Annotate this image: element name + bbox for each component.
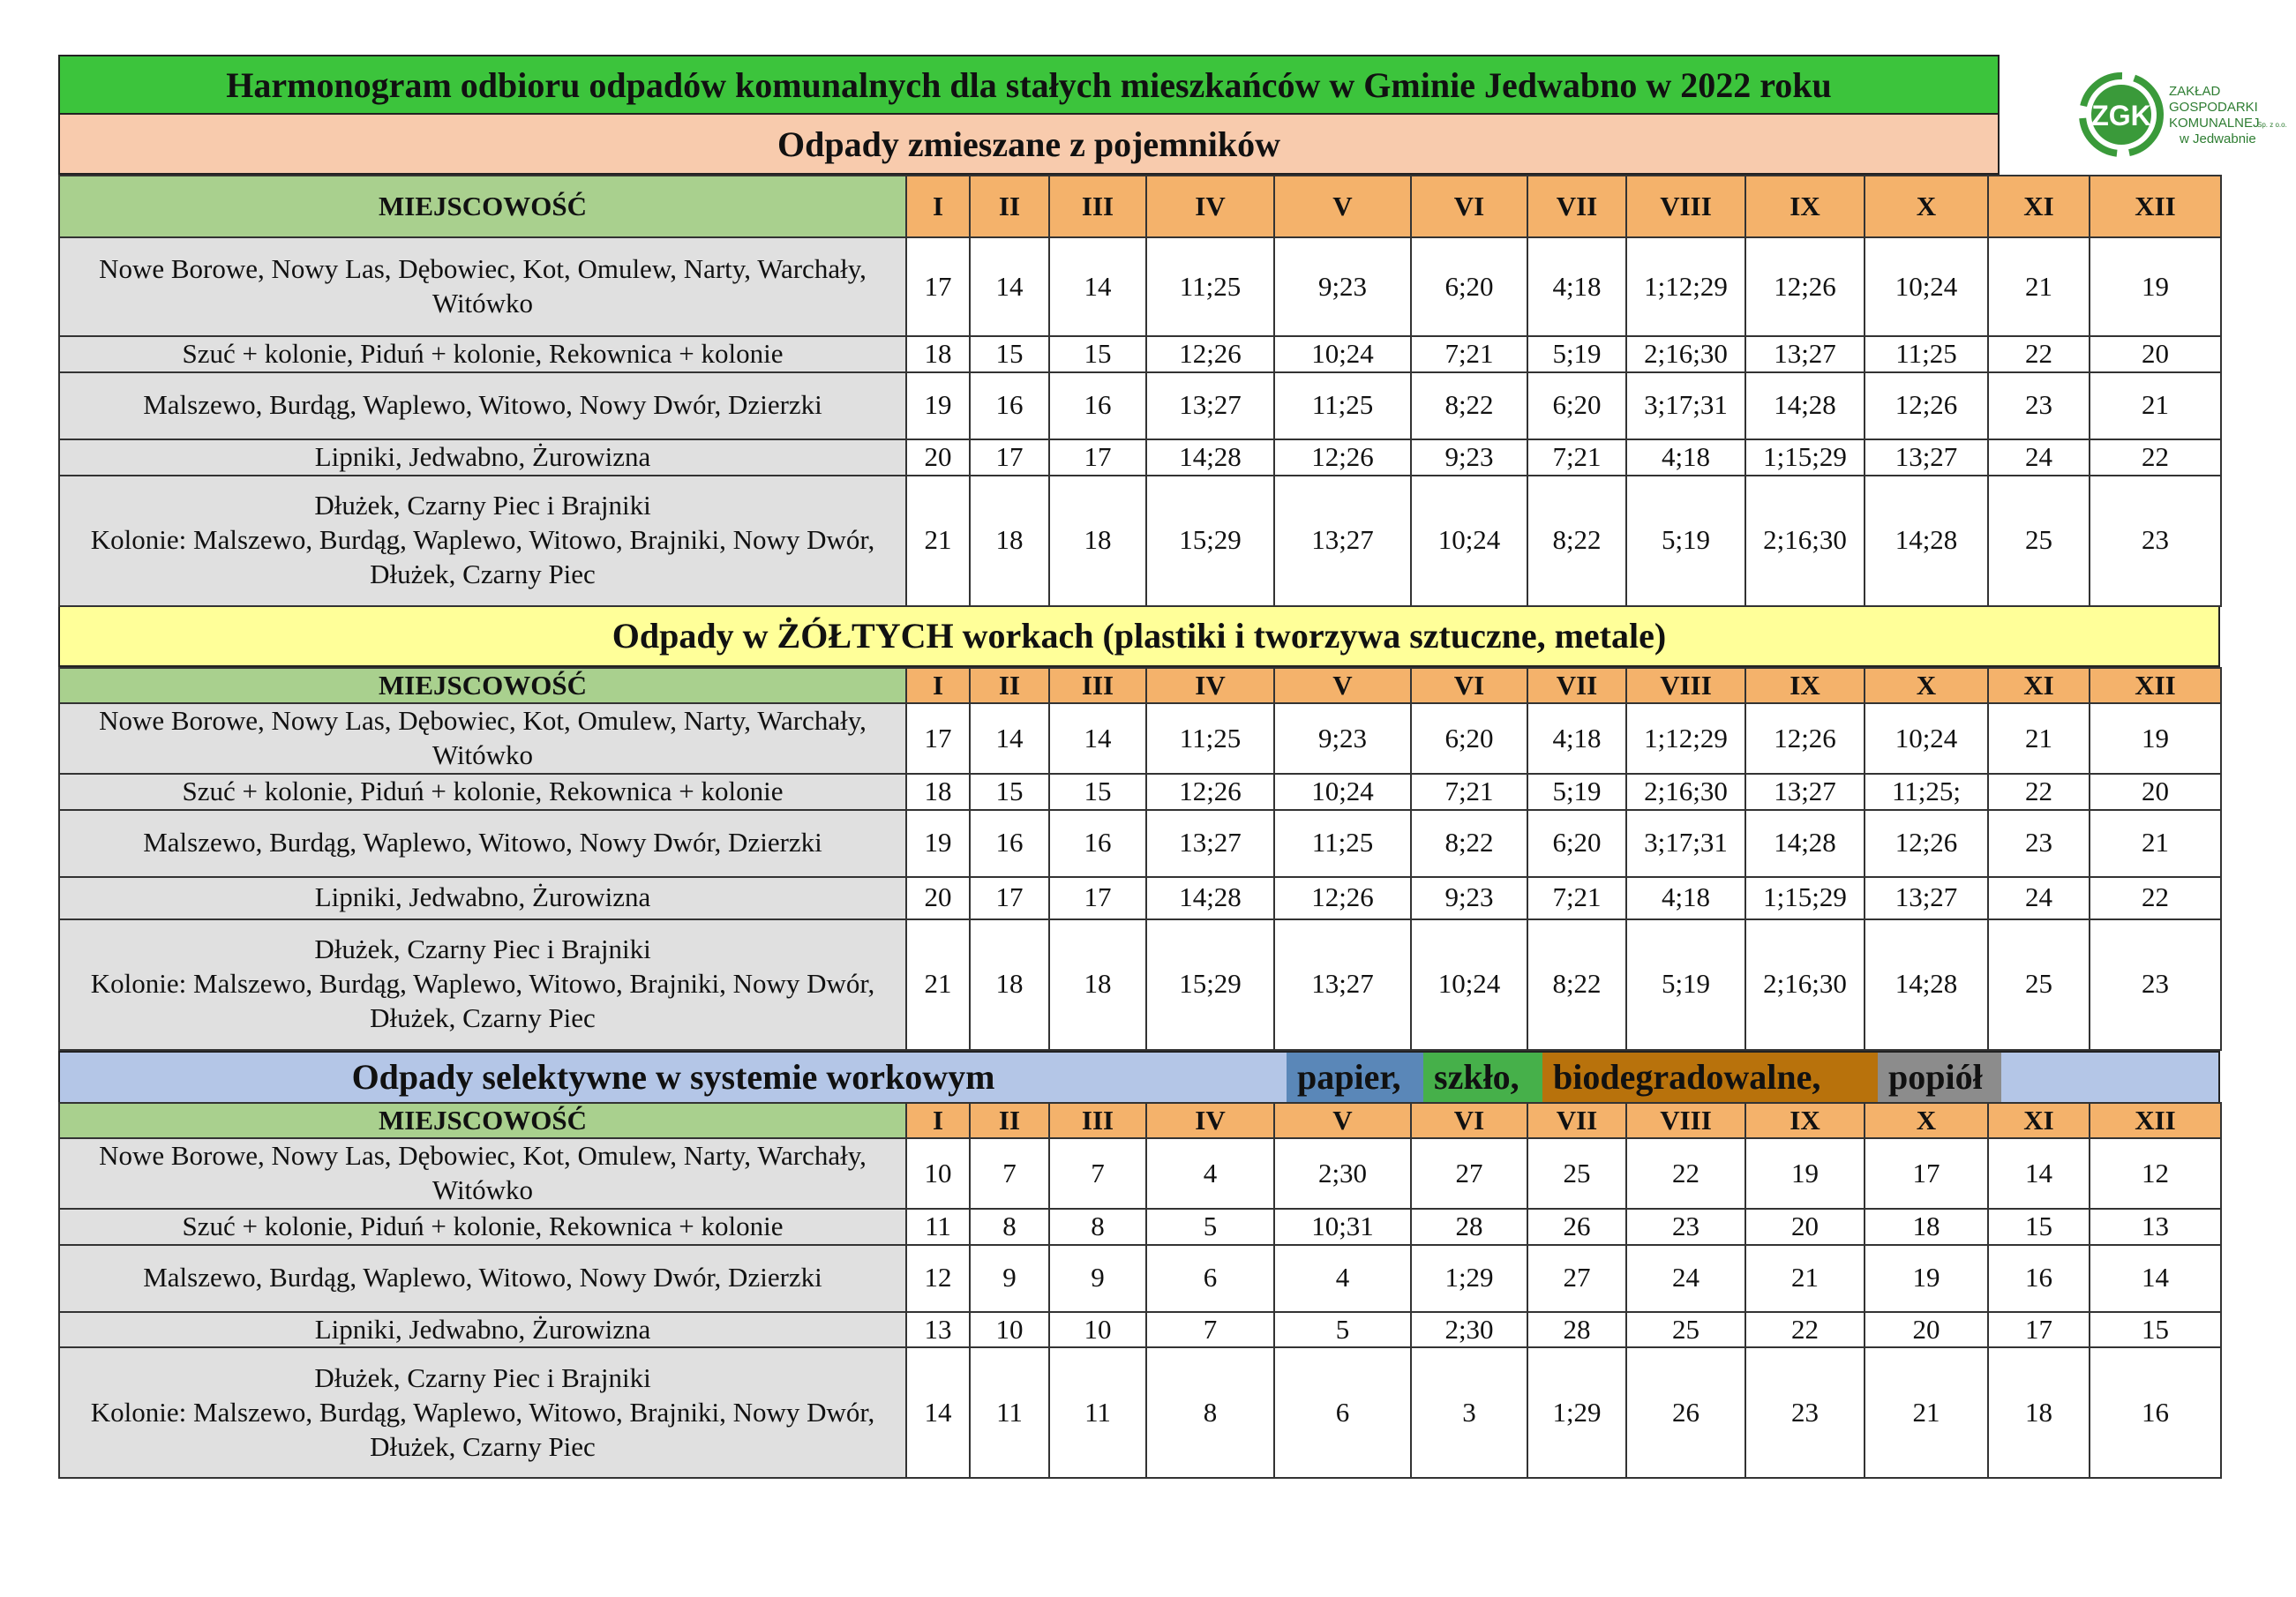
header-location: MIEJSCOWOŚĆ <box>59 1103 906 1139</box>
logo-mark: ZGK <box>2091 100 2151 131</box>
date-cell: 23 <box>1988 810 2090 877</box>
date-cell: 1;12;29 <box>1626 703 1745 774</box>
date-cell: 10;24 <box>1411 476 1527 606</box>
zgk-logo-icon <box>2067 55 2296 175</box>
date-cell: 14;28 <box>1865 476 1988 606</box>
date-cell: 16 <box>1988 1245 2090 1312</box>
date-cell: 7;21 <box>1527 877 1626 919</box>
date-cell: 23 <box>2090 919 2221 1050</box>
section-title-1: Odpady w ŻÓŁTYCH workach (plastiki i tworzywa sztuczne, metale) <box>58 607 2220 667</box>
header-month: III <box>1049 176 1146 237</box>
location-cell: Szuć + kolonie, Piduń + kolonie, Rekownica + kolonie <box>59 774 906 810</box>
svg-text:ZAKŁAD: ZAKŁAD <box>2169 84 2221 99</box>
date-cell: 15;29 <box>1146 919 1274 1050</box>
date-cell: 22 <box>1988 336 2090 372</box>
table-row <box>59 336 2221 372</box>
date-cell: 6 <box>1274 1347 1411 1478</box>
date-cell: 18 <box>906 774 970 810</box>
date-cell: 16 <box>970 372 1049 439</box>
date-cell: 13;27 <box>1146 810 1274 877</box>
date-cell: 5;19 <box>1527 336 1626 372</box>
date-cell: 17 <box>906 703 970 774</box>
date-cell: 4;18 <box>1626 439 1745 476</box>
date-cell: 13;27 <box>1274 476 1411 606</box>
date-cell: 19 <box>2090 703 2221 774</box>
location-cell: Malszewo, Burdąg, Waplewo, Witowo, Nowy Dwór, Dzierzki <box>59 1245 906 1312</box>
label-biodegradowalne: biodegradowalne, <box>1542 1053 1878 1102</box>
date-cell: 8 <box>1049 1209 1146 1245</box>
date-cell: 8 <box>970 1209 1049 1245</box>
date-cell: 28 <box>1527 1312 1626 1348</box>
selective-title: Odpady selektywne w systemie workowym <box>60 1053 1287 1102</box>
header-month: V <box>1274 1103 1411 1139</box>
zgk-logo <box>2067 55 2296 175</box>
date-cell: 11 <box>906 1209 970 1245</box>
table-row <box>59 810 2221 877</box>
date-cell: 19 <box>906 810 970 877</box>
date-cell: 10;31 <box>1274 1209 1411 1245</box>
date-cell: 10;24 <box>1865 703 1988 774</box>
header-month: IX <box>1745 668 1865 704</box>
header-month: XI <box>1988 1103 2090 1139</box>
date-cell: 12;26 <box>1745 703 1865 774</box>
date-cell: 8 <box>1146 1347 1274 1478</box>
schedule <box>58 55 2287 1479</box>
document-title: Harmonogram odbioru odpadów komunalnych dla stałych mieszkańców w Gminie Jedwabno w 2022 roku <box>58 55 2000 115</box>
table-row <box>59 877 2221 919</box>
date-cell: 27 <box>1411 1138 1527 1209</box>
date-cell: 25 <box>1626 1312 1745 1348</box>
date-cell: 20 <box>2090 336 2221 372</box>
date-cell: 11;25; <box>1865 774 1988 810</box>
date-cell: 24 <box>1626 1245 1745 1312</box>
header-month: I <box>906 1103 970 1139</box>
svg-text:KOMUNALNEJ: KOMUNALNEJ <box>2169 116 2260 131</box>
date-cell: 11;25 <box>1865 336 1988 372</box>
date-cell: 10;24 <box>1274 774 1411 810</box>
date-cell: 11;25 <box>1274 372 1411 439</box>
date-cell: 9;23 <box>1274 237 1411 336</box>
date-cell: 22 <box>1988 774 2090 810</box>
header-month: X <box>1865 176 1988 237</box>
date-cell: 22 <box>1626 1138 1745 1209</box>
header-month: XII <box>2090 1103 2221 1139</box>
date-cell: 14 <box>906 1347 970 1478</box>
header-month: VIII <box>1626 1103 1745 1139</box>
date-cell: 18 <box>906 336 970 372</box>
table-row <box>59 237 2221 336</box>
date-cell: 5 <box>1146 1209 1274 1245</box>
date-cell: 15 <box>970 336 1049 372</box>
date-cell: 23 <box>1745 1347 1865 1478</box>
table-row <box>59 1347 2221 1478</box>
location-cell: Dłużek, Czarny Piec i Brajniki Kolonie: Malszewo, Burdąg, Waplewo, Witowo, Brajniki, Nowy Dwór, Dłużek, Czarny Piec <box>59 1347 906 1478</box>
date-cell: 26 <box>1527 1209 1626 1245</box>
date-cell: 4;18 <box>1527 237 1626 336</box>
location-cell: Lipniki, Jedwabno, Żurowizna <box>59 877 906 919</box>
date-cell: 14 <box>970 703 1049 774</box>
date-cell: 12;26 <box>1274 877 1411 919</box>
table-row <box>59 1245 2221 1312</box>
header-month: III <box>1049 1103 1146 1139</box>
date-cell: 6;20 <box>1411 237 1527 336</box>
date-cell: 27 <box>1527 1245 1626 1312</box>
date-cell: 4 <box>1274 1245 1411 1312</box>
date-cell: 10 <box>906 1138 970 1209</box>
date-cell: 1;29 <box>1411 1245 1527 1312</box>
date-cell: 17 <box>906 237 970 336</box>
date-cell: 3;17;31 <box>1626 372 1745 439</box>
date-cell: 1;29 <box>1527 1347 1626 1478</box>
date-cell: 12;26 <box>1865 810 1988 877</box>
date-cell: 19 <box>906 372 970 439</box>
date-cell: 13 <box>2090 1209 2221 1245</box>
date-cell: 21 <box>2090 810 2221 877</box>
date-cell: 9;23 <box>1274 703 1411 774</box>
date-cell: 1;15;29 <box>1745 439 1865 476</box>
date-cell: 10 <box>970 1312 1049 1348</box>
date-cell: 7;21 <box>1411 774 1527 810</box>
date-cell: 21 <box>906 476 970 606</box>
date-cell: 28 <box>1411 1209 1527 1245</box>
table-row <box>59 1312 2221 1348</box>
date-cell: 4;18 <box>1626 877 1745 919</box>
date-cell: 25 <box>1988 919 2090 1050</box>
header-month: X <box>1865 668 1988 704</box>
date-cell: 20 <box>906 877 970 919</box>
table-row <box>59 372 2221 439</box>
date-cell: 12 <box>2090 1138 2221 1209</box>
date-cell: 5;19 <box>1527 774 1626 810</box>
date-cell: 13;27 <box>1146 372 1274 439</box>
date-cell: 15 <box>1049 774 1146 810</box>
date-cell: 9;23 <box>1411 439 1527 476</box>
date-cell: 9;23 <box>1411 877 1527 919</box>
date-cell: 25 <box>1527 1138 1626 1209</box>
date-cell: 3 <box>1411 1347 1527 1478</box>
date-cell: 23 <box>1626 1209 1745 1245</box>
date-cell: 6;20 <box>1527 810 1626 877</box>
date-cell: 14;28 <box>1146 439 1274 476</box>
date-cell: 14 <box>1049 703 1146 774</box>
date-cell: 14;28 <box>1865 919 1988 1050</box>
date-cell: 15 <box>2090 1312 2221 1348</box>
date-cell: 22 <box>2090 877 2221 919</box>
date-cell: 8;22 <box>1411 810 1527 877</box>
date-cell: 14 <box>2090 1245 2221 1312</box>
header-month: VIII <box>1626 176 1745 237</box>
date-cell: 7;21 <box>1527 439 1626 476</box>
date-cell: 11;25 <box>1146 237 1274 336</box>
header-month: IV <box>1146 176 1274 237</box>
date-cell: 20 <box>1745 1209 1865 1245</box>
date-cell: 18 <box>970 476 1049 606</box>
location-cell: Lipniki, Jedwabno, Żurowizna <box>59 439 906 476</box>
date-cell: 10 <box>1049 1312 1146 1348</box>
date-cell: 14;28 <box>1745 372 1865 439</box>
location-cell: Nowe Borowe, Nowy Las, Dębowiec, Kot, Omulew, Narty, Warchały, Witówko <box>59 237 906 336</box>
date-cell: 21 <box>2090 372 2221 439</box>
date-cell: 25 <box>1988 476 2090 606</box>
location-cell: Nowe Borowe, Nowy Las, Dębowiec, Kot, Omulew, Narty, Warchały, Witówko <box>59 1138 906 1209</box>
date-cell: 2;30 <box>1411 1312 1527 1348</box>
date-cell: 24 <box>1988 877 2090 919</box>
date-cell: 24 <box>1988 439 2090 476</box>
location-cell: Malszewo, Burdąg, Waplewo, Witowo, Nowy Dwór, Dzierzki <box>59 372 906 439</box>
svg-text:w Jedwabnie: w Jedwabnie <box>2180 131 2256 146</box>
date-cell: 17 <box>1865 1138 1988 1209</box>
header-month: VII <box>1527 1103 1626 1139</box>
date-cell: 12;26 <box>1274 439 1411 476</box>
schedule-table-2 <box>58 1102 2222 1480</box>
date-cell: 11;25 <box>1274 810 1411 877</box>
date-cell: 10;24 <box>1411 919 1527 1050</box>
date-cell: 8;22 <box>1411 372 1527 439</box>
table-row <box>59 439 2221 476</box>
date-cell: 22 <box>1745 1312 1865 1348</box>
date-cell: 23 <box>2090 476 2221 606</box>
date-cell: 23 <box>1988 372 2090 439</box>
schedule-table-1 <box>58 667 2222 1051</box>
date-cell: 18 <box>1865 1209 1988 1245</box>
date-cell: 7 <box>1049 1138 1146 1209</box>
date-cell: 12;26 <box>1146 774 1274 810</box>
date-cell: 21 <box>1745 1245 1865 1312</box>
header-month: XII <box>2090 176 2221 237</box>
date-cell: 16 <box>2090 1347 2221 1478</box>
location-cell: Szuć + kolonie, Piduń + kolonie, Rekownica + kolonie <box>59 1209 906 1245</box>
date-cell: 2;16;30 <box>1626 336 1745 372</box>
location-cell: Nowe Borowe, Nowy Las, Dębowiec, Kot, Omulew, Narty, Warchały, Witówko <box>59 703 906 774</box>
date-cell: 17 <box>970 439 1049 476</box>
date-cell: 14 <box>1049 237 1146 336</box>
date-cell: 10;24 <box>1865 237 1988 336</box>
date-cell: 2;16;30 <box>1745 919 1865 1050</box>
date-cell: 17 <box>970 877 1049 919</box>
date-cell: 17 <box>1049 877 1146 919</box>
header-month: II <box>970 668 1049 704</box>
label-popiol: popiół <box>1878 1053 2001 1102</box>
header-month: II <box>970 1103 1049 1139</box>
date-cell: 19 <box>2090 237 2221 336</box>
date-cell: 15 <box>1988 1209 2090 1245</box>
table-row <box>59 1209 2221 1245</box>
date-cell: 9 <box>1049 1245 1146 1312</box>
table-row <box>59 476 2221 606</box>
date-cell: 21 <box>1988 237 2090 336</box>
date-cell: 21 <box>1988 703 2090 774</box>
date-cell: 18 <box>1049 476 1146 606</box>
date-cell: 6;20 <box>1411 703 1527 774</box>
header-month: IV <box>1146 668 1274 704</box>
date-cell: 7 <box>1146 1312 1274 1348</box>
header-month: I <box>906 176 970 237</box>
header-month: VI <box>1411 1103 1527 1139</box>
header-month: I <box>906 668 970 704</box>
header-month: VII <box>1527 668 1626 704</box>
date-cell: 18 <box>970 919 1049 1050</box>
date-cell: 4;18 <box>1527 703 1626 774</box>
table-row <box>59 1138 2221 1209</box>
svg-text:GOSPODARKI: GOSPODARKI <box>2169 100 2258 115</box>
header-month: XII <box>2090 668 2221 704</box>
location-cell: Dłużek, Czarny Piec i Brajniki Kolonie: Malszewo, Burdąg, Waplewo, Witowo, Brajniki, Nowy Dwór, Dłużek, Czarny Piec <box>59 476 906 606</box>
header-month: VI <box>1411 668 1527 704</box>
header-month: II <box>970 176 1049 237</box>
section-title-2 <box>58 1051 2220 1102</box>
date-cell: 8;22 <box>1527 919 1626 1050</box>
date-cell: 20 <box>906 439 970 476</box>
date-cell: 5 <box>1274 1312 1411 1348</box>
date-cell: 15 <box>1049 336 1146 372</box>
date-cell: 5;19 <box>1626 476 1745 606</box>
svg-text:Sp. z o.o.: Sp. z o.o. <box>2257 121 2287 129</box>
date-cell: 14;28 <box>1745 810 1865 877</box>
header-location: MIEJSCOWOŚĆ <box>59 668 906 704</box>
label-papier: papier, <box>1287 1053 1423 1102</box>
header-month: VI <box>1411 176 1527 237</box>
date-cell: 18 <box>1049 919 1146 1050</box>
date-cell: 19 <box>1745 1138 1865 1209</box>
date-cell: 1;12;29 <box>1626 237 1745 336</box>
header-month: IX <box>1745 1103 1865 1139</box>
date-cell: 21 <box>1865 1347 1988 1478</box>
date-cell: 2;16;30 <box>1626 774 1745 810</box>
location-cell: Lipniki, Jedwabno, Żurowizna <box>59 1312 906 1348</box>
date-cell: 26 <box>1626 1347 1745 1478</box>
date-cell: 12;26 <box>1146 336 1274 372</box>
header-month: V <box>1274 668 1411 704</box>
date-cell: 19 <box>1865 1245 1988 1312</box>
date-cell: 13;27 <box>1865 439 1988 476</box>
date-cell: 12;26 <box>1865 372 1988 439</box>
table-row <box>59 919 2221 1050</box>
header-month: XI <box>1988 668 2090 704</box>
date-cell: 16 <box>970 810 1049 877</box>
date-cell: 16 <box>1049 372 1146 439</box>
date-cell: 20 <box>1865 1312 1988 1348</box>
schedule-table-0 <box>58 175 2222 607</box>
section-title-0: Odpady zmieszane z pojemników <box>58 115 2000 175</box>
date-cell: 13;27 <box>1745 336 1865 372</box>
header-month: V <box>1274 176 1411 237</box>
date-cell: 8;22 <box>1527 476 1626 606</box>
date-cell: 5;19 <box>1626 919 1745 1050</box>
date-cell: 16 <box>1049 810 1146 877</box>
date-cell: 7;21 <box>1411 336 1527 372</box>
date-cell: 7 <box>970 1138 1049 1209</box>
date-cell: 21 <box>906 919 970 1050</box>
header-month: VII <box>1527 176 1626 237</box>
location-cell: Szuć + kolonie, Piduń + kolonie, Rekownica + kolonie <box>59 336 906 372</box>
date-cell: 6;20 <box>1527 372 1626 439</box>
date-cell: 11;25 <box>1146 703 1274 774</box>
date-cell: 2;16;30 <box>1745 476 1865 606</box>
date-cell: 3;17;31 <box>1626 810 1745 877</box>
date-cell: 13;27 <box>1865 877 1988 919</box>
date-cell: 4 <box>1146 1138 1274 1209</box>
header-location: MIEJSCOWOŚĆ <box>59 176 906 237</box>
date-cell: 14 <box>970 237 1049 336</box>
date-cell: 13;27 <box>1745 774 1865 810</box>
date-cell: 22 <box>2090 439 2221 476</box>
location-cell: Malszewo, Burdąg, Waplewo, Witowo, Nowy Dwór, Dzierzki <box>59 810 906 877</box>
header-month: X <box>1865 1103 1988 1139</box>
header-month: III <box>1049 668 1146 704</box>
label-szklo: szkło, <box>1423 1053 1542 1102</box>
date-cell: 12 <box>906 1245 970 1312</box>
date-cell: 1;15;29 <box>1745 877 1865 919</box>
date-cell: 20 <box>2090 774 2221 810</box>
date-cell: 2;30 <box>1274 1138 1411 1209</box>
table-row <box>59 703 2221 774</box>
date-cell: 15;29 <box>1146 476 1274 606</box>
date-cell: 6 <box>1146 1245 1274 1312</box>
date-cell: 11 <box>1049 1347 1146 1478</box>
date-cell: 17 <box>1049 439 1146 476</box>
date-cell: 10;24 <box>1274 336 1411 372</box>
date-cell: 14 <box>1988 1138 2090 1209</box>
date-cell: 17 <box>1988 1312 2090 1348</box>
date-cell: 18 <box>1988 1347 2090 1478</box>
date-cell: 13 <box>906 1312 970 1348</box>
header-month: IX <box>1745 176 1865 237</box>
header-month: IV <box>1146 1103 1274 1139</box>
location-cell: Dłużek, Czarny Piec i Brajniki Kolonie: Malszewo, Burdąg, Waplewo, Witowo, Brajniki, Nowy Dwór, Dłużek, Czarny Piec <box>59 919 906 1050</box>
table-row <box>59 774 2221 810</box>
date-cell: 11 <box>970 1347 1049 1478</box>
date-cell: 15 <box>970 774 1049 810</box>
date-cell: 12;26 <box>1745 237 1865 336</box>
date-cell: 13;27 <box>1274 919 1411 1050</box>
header-month: XI <box>1988 176 2090 237</box>
date-cell: 14;28 <box>1146 877 1274 919</box>
header-month: VIII <box>1626 668 1745 704</box>
date-cell: 9 <box>970 1245 1049 1312</box>
